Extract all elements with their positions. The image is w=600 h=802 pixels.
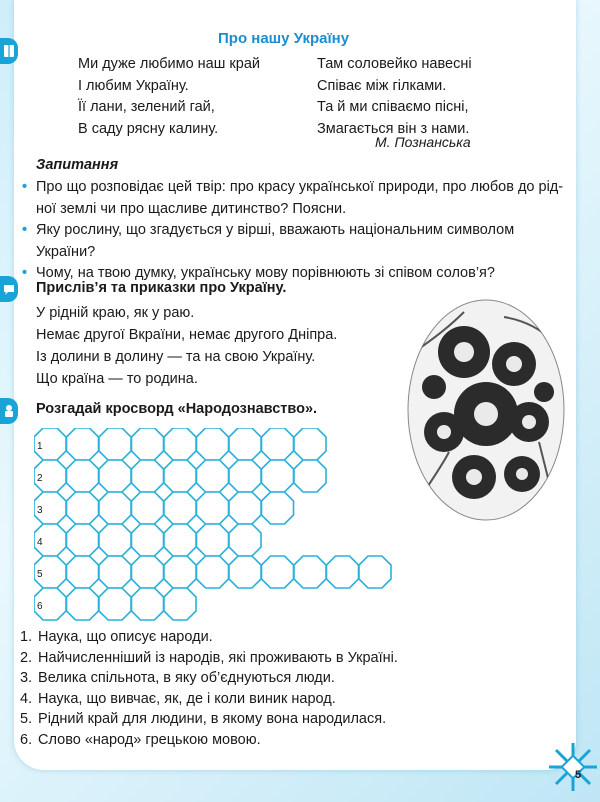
poem-line: В саду рясну калину. [78,120,219,137]
crossword-grid [34,428,394,622]
crossword-cell[interactable] [132,492,164,524]
crossword-cell[interactable] [99,588,131,620]
crossword-cell[interactable] [164,428,196,460]
proverb: У рідній краю, як у раю. [36,305,195,321]
proverbs-list [36,302,337,390]
poem-line: І любим Україну. [78,77,189,94]
crossword-cell[interactable] [327,556,359,588]
crossword-cell[interactable] [132,428,164,460]
crossword-cell[interactable] [294,428,326,460]
proverb: Немає другої Вкраїни, немає другого Дніпра. [36,327,338,343]
crossword-cell[interactable] [67,524,99,556]
crossword-cell[interactable] [229,556,261,588]
crossword-cell[interactable] [294,460,326,492]
poem-line: Змагається він з нами. [317,120,470,137]
crossword-cell[interactable] [164,460,196,492]
question-line: Яку рослину, що згадується у вірші, вважають національним символом України? [36,222,515,260]
proverb: Що країна — то родина. [36,371,198,387]
crossword-cell[interactable] [67,588,99,620]
bullet-icon: • [22,265,28,281]
crossword-row-number: 2 [37,473,43,484]
crossword-cell[interactable] [132,556,164,588]
clue-item: 1. Наука, що описує народи. [20,629,213,645]
crossword-cell[interactable] [132,460,164,492]
poem-line: Співає між гілками. [317,77,447,94]
question-line: ної землі чи про щасливе дитинство? Поясни. [36,200,347,217]
crossword-cell[interactable] [99,556,131,588]
question-item [20,177,568,220]
puzzle-icon [0,398,18,424]
questions-list [20,177,568,285]
crossword-row-number: 1 [37,441,43,452]
questions-title: Запитання [36,157,119,173]
poem-author: М. Познанська [375,134,471,150]
clue-item: 2. Найчисленніший із народів, які проживають в Україні. [20,649,398,666]
crossword-clues [20,627,398,750]
poem-title: Про нашу Україну [218,30,350,47]
crossword-cell[interactable] [99,492,131,524]
crossword-row-number: 3 [37,505,43,516]
proverb: Із долини в долину — та на свою Україну. [36,349,316,365]
crossword-cell[interactable] [99,524,131,556]
question-line: Про що розповідає цей твір: про красу української природи, про любов до рід- [36,179,564,195]
crossword-cell[interactable] [262,556,294,588]
question-line: Чому, на твою думку, українську мову порівнюють зі співом солов’я? [36,265,495,281]
crossword-cell[interactable] [132,588,164,620]
crossword-cell[interactable] [164,556,196,588]
crossword-row-number: 5 [37,569,43,580]
clue-item: 4. Наука, що вивчає, як, де і коли виник народ. [20,690,336,707]
crossword-cell[interactable] [197,460,229,492]
crossword-row-number: 6 [37,601,43,612]
crossword-cell[interactable] [164,588,196,620]
crossword-cell[interactable] [229,460,261,492]
crossword-cell[interactable] [197,492,229,524]
crossword-cell[interactable] [197,524,229,556]
crossword-cell[interactable] [262,428,294,460]
crossword-cell[interactable] [262,492,294,524]
proverbs-title: Прислів’я та приказки про Україну. [36,280,287,296]
poem-line: Ми дуже любимо наш край [78,56,260,72]
crossword-cell[interactable] [294,556,326,588]
crossword-cell[interactable] [132,524,164,556]
bullet-icon: • [22,179,28,195]
crossword-row-number: 4 [37,537,43,548]
poem-line: Її лани, зелений гай, [78,99,215,115]
poem-line: Та й ми співаємо пісні, [317,99,469,115]
speech-icon [0,276,18,302]
crossword-cell[interactable] [67,492,99,524]
clue-item: 3. Велика спільнота, в яку об’єднуються люди. [20,670,335,686]
crossword-cell[interactable] [197,428,229,460]
painted-egg-image [404,292,568,524]
snowflake-ornament-icon [546,740,600,794]
bullet-icon: • [22,222,28,238]
clue-item: 6. Слово «народ» грецькою мовою. [20,731,261,748]
crossword-cell[interactable] [262,460,294,492]
poem-right-stanza [317,54,472,140]
crossword-cell[interactable] [229,428,261,460]
crossword-title: Розгадай кросворд «Народознавство». [36,401,318,417]
crossword-cell[interactable] [99,428,131,460]
crossword-cell[interactable] [229,524,261,556]
crossword-cell[interactable] [67,460,99,492]
clue-item: 5. Рідний край для людини, в якому вона народилася. [20,711,387,727]
crossword-cell[interactable] [67,428,99,460]
crossword-cell[interactable] [229,492,261,524]
crossword-cell[interactable] [164,524,196,556]
question-item [20,220,568,263]
book-icon [0,38,18,64]
poem-line: Там соловейко навесні [317,56,472,72]
crossword-cell[interactable] [359,556,391,588]
crossword-cell[interactable] [197,556,229,588]
crossword-cell[interactable] [164,492,196,524]
crossword-cell[interactable] [67,556,99,588]
page-number: 5 [574,769,582,781]
poem-left-stanza [78,54,260,140]
crossword-cell[interactable] [99,460,131,492]
